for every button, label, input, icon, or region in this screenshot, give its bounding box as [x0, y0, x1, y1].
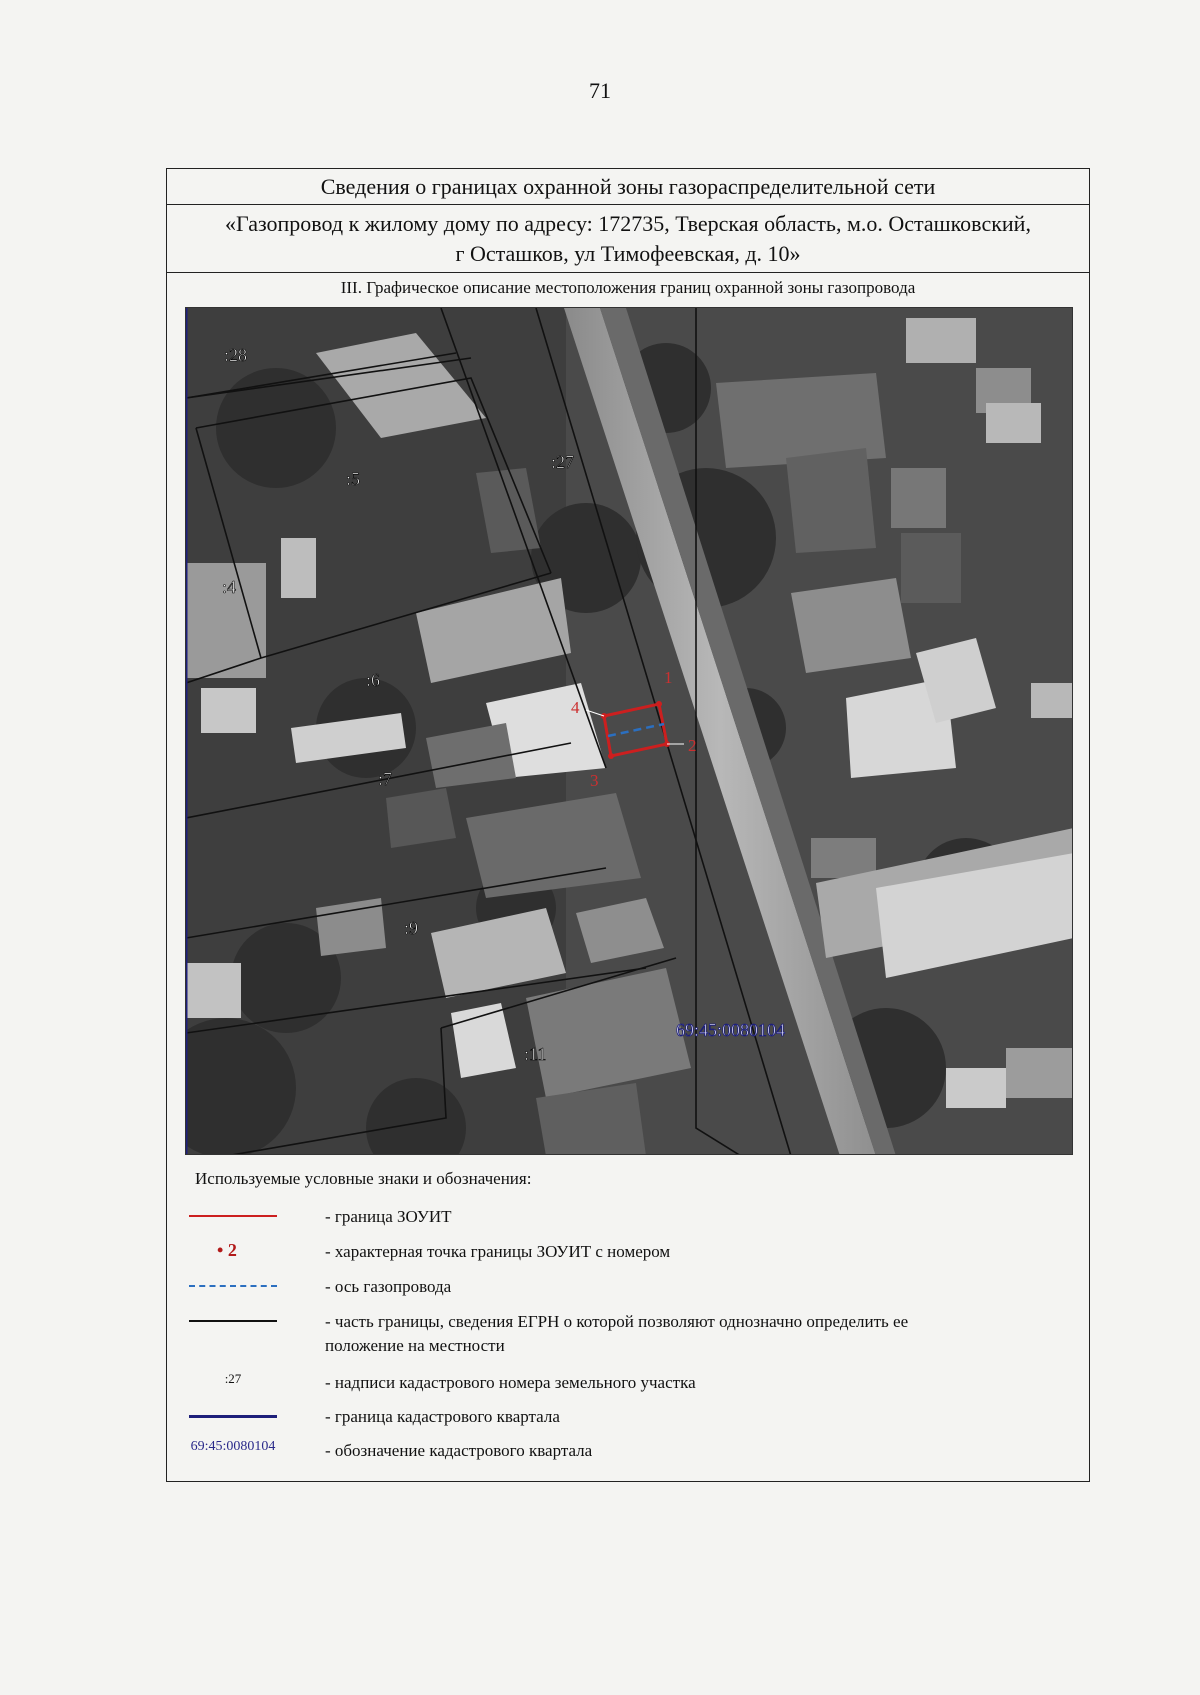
legend-item: [167, 1439, 1089, 1469]
legend-text: - характерная точка границы ЗОУИТ с номером: [325, 1242, 671, 1261]
parcel-label: :7: [378, 769, 393, 789]
parcel-label: :28: [224, 345, 248, 365]
parcel-label: :5: [346, 469, 361, 489]
legend-item: [167, 1205, 1089, 1235]
zone-point-1: [656, 701, 662, 707]
legend-symbol-parcel-label: :27: [224, 1371, 242, 1386]
object-description: [167, 205, 1089, 273]
parcel-label: :9: [404, 918, 419, 938]
point-label: 3: [590, 771, 599, 790]
legend-item: [167, 1275, 1089, 1305]
legend-symbol-zone-boundary: [189, 1205, 277, 1235]
legend-item: [167, 1371, 1089, 1401]
legend-text: - надписи кадастрового номера земельного участка: [325, 1373, 696, 1392]
legend-symbol-quarter-boundary: [189, 1405, 277, 1435]
parcel-label: :27: [551, 452, 575, 472]
legend-symbol-point: • 2: [217, 1240, 237, 1260]
legend-item: [167, 1405, 1089, 1435]
zone-point-3: [608, 753, 614, 759]
parcel-label: :4: [222, 577, 237, 597]
document-title: Сведения о границах охранной зоны газораспределительной сети: [167, 169, 1089, 205]
legend-item: [167, 1240, 1089, 1270]
parcel-label: :6: [366, 670, 381, 690]
parcel-label: :11: [524, 1044, 547, 1064]
legend-symbol-parcel-boundary: [189, 1310, 277, 1340]
point-label: 4: [571, 698, 580, 717]
section-title: III. Графическое описание местоположения границ охранной зоны газопровода: [340, 278, 916, 297]
legend-text: - обозначение кадастрового квартала: [325, 1441, 593, 1460]
object-line-1: «Газопровод к жилому дому по адресу: 172735, Тверская область, м.о. Осташковский,: [225, 211, 1031, 236]
document-frame: [166, 168, 1090, 1482]
legend-title: Используемые условные знаки и обозначения:: [195, 1169, 532, 1188]
legend-item: [167, 1310, 1089, 1355]
object-line-2: г Осташков, ул Тимофеевская, д. 10»: [455, 241, 801, 266]
legend-symbol-gas-axis: [189, 1275, 277, 1305]
quarter-label: 69:45:0080104: [676, 1020, 786, 1040]
point-label: 1: [664, 668, 673, 687]
aerial-map: [185, 307, 1073, 1155]
legend-symbol-quarter-label: 69:45:0080104: [190, 1439, 276, 1454]
point-label: 2: [688, 736, 697, 755]
legend-text: - граница кадастрового квартала: [325, 1407, 560, 1426]
legend-text: - часть границы, сведения ЕГРН о которой позволяют однозначно определить ее положение на местности: [325, 1312, 909, 1355]
legend-text: - граница ЗОУИТ: [325, 1207, 452, 1226]
page-number: 71: [589, 78, 611, 103]
legend-text: - ось газопровода: [325, 1277, 452, 1296]
